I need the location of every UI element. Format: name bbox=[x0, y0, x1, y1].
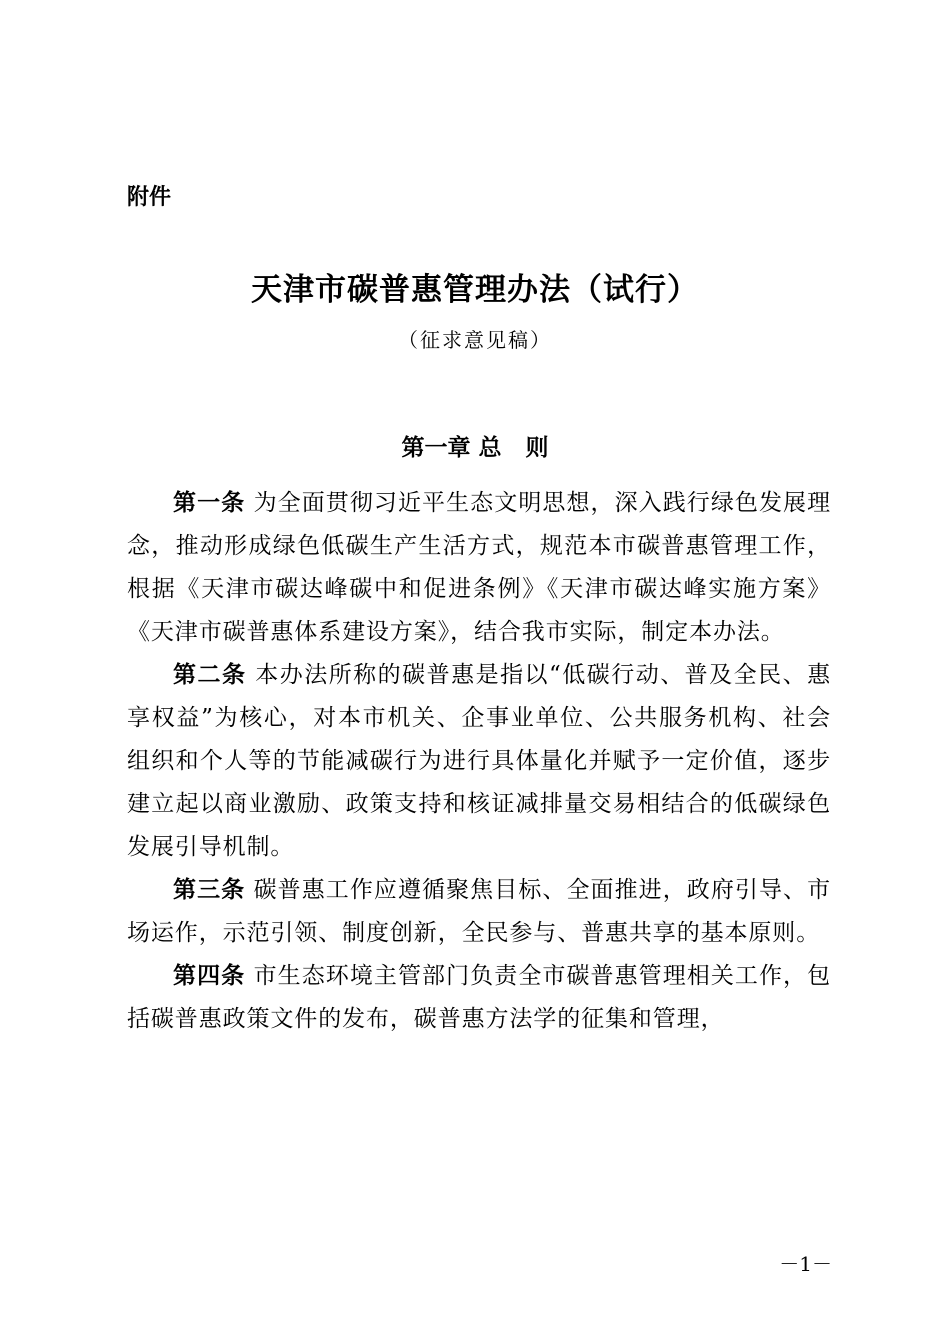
page-number: －1－ bbox=[779, 1252, 832, 1276]
article-4 bbox=[127, 955, 831, 1041]
document-title: 天津市碳普惠管理办法（试行） bbox=[251, 272, 699, 308]
article-4-text: 市生态环境主管部门负责全市碳普惠管理相关工作，包括碳普惠政策文件的发布，碳普惠方法学的征集和管理， bbox=[127, 963, 832, 1032]
document-subtitle: （征求意见稿） bbox=[398, 328, 552, 352]
article-3-label: 第三条 bbox=[173, 877, 246, 903]
article-3 bbox=[127, 869, 831, 955]
article-1-text: 为全面贯彻习近平生态文明思想，深入践行绿色发展理念，推动形成绿色低碳生产生活方式，规范本市碳普惠管理工作，根据《天津市碳达峰碳中和促进条例》《天津市碳达峰实施方案》《天津市碳普惠体系建设方案》，结合我市实际，制定本办法。 bbox=[127, 490, 832, 645]
article-1-label: 第一条 bbox=[173, 490, 246, 516]
attachment-label: 附件 bbox=[127, 185, 172, 210]
article-2-text: 本办法所称的碳普惠是指以“低碳行动、普及全民、惠享权益”为核心，对本市机关、企事业单位、公共服务机构、社会组织和个人等的节能减碳行为进行具体量化并赋予一定价值，逐步建立起以商业激励、政策支持和核证减排量交易相结合的低碳绿色发展引导机制。 bbox=[127, 662, 831, 860]
article-2 bbox=[127, 654, 831, 869]
article-1 bbox=[127, 482, 831, 654]
article-3-text: 碳普惠工作应遵循聚焦目标、全面推进，政府引导、市场运作，示范引领、制度创新，全民参与、普惠共享的基本原则。 bbox=[127, 877, 832, 946]
chapter-heading: 第一章 总 则 bbox=[401, 435, 549, 461]
article-2-label: 第二条 bbox=[173, 662, 247, 688]
document-body bbox=[127, 482, 831, 1041]
article-4-label: 第四条 bbox=[173, 963, 246, 989]
